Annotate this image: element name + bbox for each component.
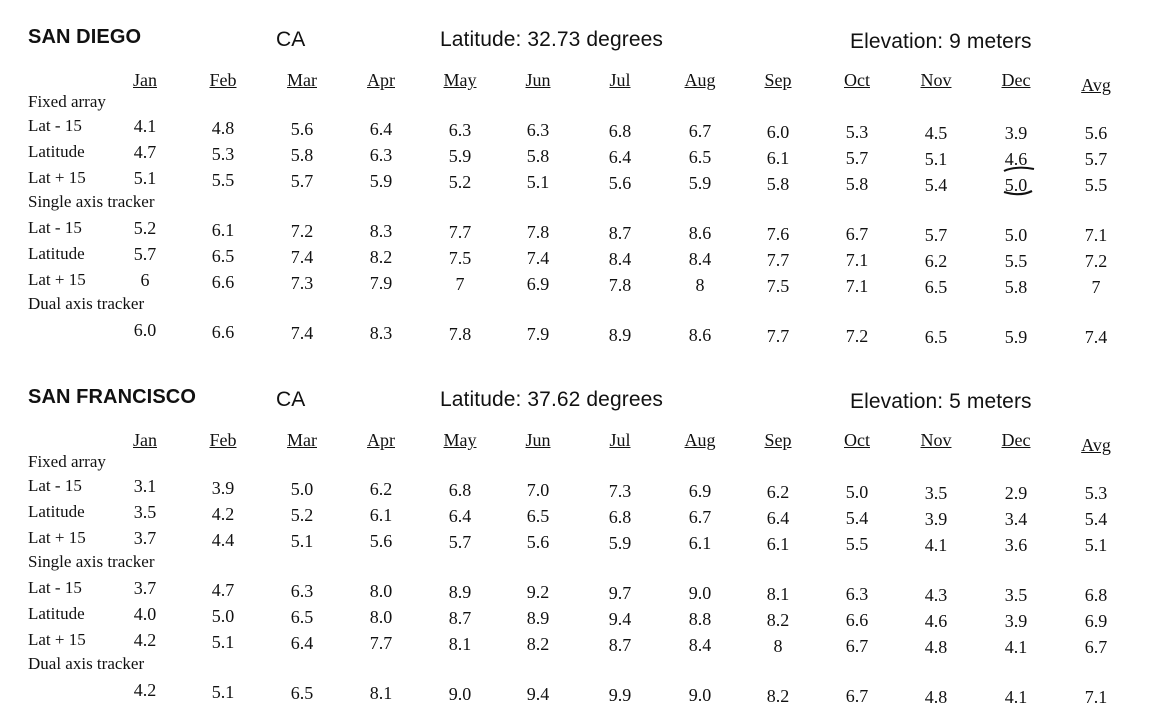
month-header: May xyxy=(443,70,477,90)
table-cell: 5.7 xyxy=(290,170,314,191)
table-cell: 6.5 xyxy=(924,326,948,347)
table-cell: 4.8 xyxy=(924,686,948,707)
state-name: CA xyxy=(276,28,306,51)
table-cell: 5.8 xyxy=(845,174,869,195)
table-cell: 7 xyxy=(455,273,465,294)
month-header: Dec xyxy=(1001,70,1031,90)
table-cell: 7.8 xyxy=(448,323,472,344)
month-header: Mar xyxy=(287,70,317,90)
table-cell: 5.4 xyxy=(1084,509,1108,530)
month-header: Apr xyxy=(367,430,395,450)
table-cell: 3.1 xyxy=(133,476,157,496)
row-label: Lat - 15 xyxy=(28,218,82,237)
table-cell: 8.2 xyxy=(766,609,790,630)
table-cell: 6.8 xyxy=(608,120,632,141)
table-cell: 5.0 xyxy=(211,606,235,627)
table-cell: 5.0 xyxy=(1004,174,1028,195)
table-cell: 5.9 xyxy=(369,171,393,192)
table-cell: 5.4 xyxy=(845,508,869,529)
table-cell: 6.4 xyxy=(608,146,632,167)
table-cell: 6.2 xyxy=(924,250,948,271)
table-cell: 4.1 xyxy=(924,534,948,555)
table-cell: 5.9 xyxy=(448,145,472,166)
table-cell: 5.9 xyxy=(1004,326,1028,347)
month-header: Apr xyxy=(367,70,395,90)
table-cell: 8.2 xyxy=(526,634,550,655)
table-cell: 7.3 xyxy=(608,480,632,501)
table-cell: 6.5 xyxy=(211,246,235,267)
city-name: SAN FRANCISCO xyxy=(28,386,196,408)
table-cell: 5.7 xyxy=(1084,149,1108,170)
table-cell: 5.3 xyxy=(211,144,235,165)
table-cell: 5.1 xyxy=(133,168,157,188)
table-cell: 4.0 xyxy=(133,604,157,624)
table-cell: 6.0 xyxy=(766,121,790,142)
month-header: Avg xyxy=(1081,75,1111,95)
table-cell: 6.7 xyxy=(845,224,869,245)
table-cell: 6.3 xyxy=(448,119,472,140)
group-title: Fixed array xyxy=(28,92,106,111)
table-cell: 6.2 xyxy=(766,481,790,502)
table-cell: 6.5 xyxy=(688,147,712,168)
table-cell: 7.1 xyxy=(1084,687,1108,708)
table-cell: 6.6 xyxy=(211,322,235,343)
table-cell: 6.1 xyxy=(766,533,790,554)
table-cell: 6.7 xyxy=(845,686,869,707)
table-cell: 9.0 xyxy=(688,583,712,604)
table-cell: 6.1 xyxy=(688,533,712,554)
table-cell: 7.8 xyxy=(608,274,632,295)
table-cell: 5.7 xyxy=(448,531,472,552)
table-cell: 4.6 xyxy=(1004,148,1028,169)
month-header: Aug xyxy=(684,70,716,90)
table-cell: 9.9 xyxy=(608,684,632,705)
month-header: Jan xyxy=(133,70,157,90)
city-name: SAN DIEGO xyxy=(28,26,142,48)
table-cell: 7.9 xyxy=(526,324,550,345)
table-cell: 8.2 xyxy=(369,247,393,268)
table-cell: 9.0 xyxy=(688,685,712,706)
month-header: Jul xyxy=(609,430,631,450)
table-cell: 8.1 xyxy=(448,633,472,654)
table-cell: 7.9 xyxy=(369,273,393,294)
group-title: Single axis tracker xyxy=(28,552,155,571)
table-cell: 8.7 xyxy=(448,607,472,628)
handwritten-mark xyxy=(998,166,1038,196)
table-cell: 5.3 xyxy=(1084,483,1108,504)
table-cell: 5.0 xyxy=(845,482,869,503)
table-cell: 3.4 xyxy=(1004,508,1028,529)
table-cell: 7.2 xyxy=(290,220,314,241)
table-cell: 6.9 xyxy=(526,274,550,295)
state-name: CA xyxy=(276,388,306,411)
table-cell: 5.8 xyxy=(526,146,550,167)
group-title: Dual axis tracker xyxy=(28,294,145,313)
table-cell: 3.9 xyxy=(211,478,235,499)
table-cell: 8.4 xyxy=(608,248,632,269)
month-header: Sep xyxy=(764,430,792,450)
month-header: Nov xyxy=(920,70,952,90)
table-cell: 4.8 xyxy=(211,118,235,139)
row-label: Lat + 15 xyxy=(28,270,86,289)
table-cell: 7.1 xyxy=(845,250,869,271)
table-cell: 6.9 xyxy=(688,481,712,502)
table-cell: 6.3 xyxy=(845,584,869,605)
table-cell: 3.7 xyxy=(133,578,157,598)
table-cell: 8 xyxy=(773,635,783,656)
table-cell: 5.1 xyxy=(211,682,235,703)
table-cell: 7.5 xyxy=(448,247,472,268)
table-cell: 7.2 xyxy=(1084,251,1108,272)
table-cell: 3.6 xyxy=(1004,534,1028,555)
month-header: Jun xyxy=(525,70,551,90)
table-cell: 5.5 xyxy=(845,534,869,555)
table-cell: 6.8 xyxy=(608,506,632,527)
table-cell: 5.6 xyxy=(369,531,393,552)
table-cell: 3.9 xyxy=(1004,610,1028,631)
table-cell: 5.1 xyxy=(211,632,235,653)
table-cell: 6.3 xyxy=(526,120,550,141)
table-cell: 8.9 xyxy=(526,608,550,629)
table-cell: 5.9 xyxy=(608,532,632,553)
table-cell: 8.0 xyxy=(369,607,393,628)
row-label: Lat - 15 xyxy=(28,116,82,135)
table-cell: 3.5 xyxy=(924,482,948,503)
table-cell: 3.9 xyxy=(924,508,948,529)
table-cell: 5.8 xyxy=(290,144,314,165)
month-header: Oct xyxy=(844,70,870,90)
table-cell: 5.5 xyxy=(1004,250,1028,271)
table-cell: 5.6 xyxy=(290,118,314,139)
table-cell: 7.7 xyxy=(369,633,393,654)
table-cell: 5.3 xyxy=(845,122,869,143)
table-cell: 4.7 xyxy=(133,142,157,162)
table-cell: 7.6 xyxy=(766,223,790,244)
table-cell: 8.0 xyxy=(369,581,393,602)
latitude-label: Latitude: 32.73 degrees xyxy=(440,28,663,51)
table-cell: 2.9 xyxy=(1004,482,1028,503)
table-cell: 5.7 xyxy=(924,224,948,245)
table-cell: 5.0 xyxy=(290,478,314,499)
table-cell: 5.2 xyxy=(133,218,157,238)
row-label: Latitude xyxy=(28,244,85,263)
table-cell: 7.5 xyxy=(766,275,790,296)
table-cell: 3.5 xyxy=(133,502,157,522)
table-cell: 9.0 xyxy=(448,683,472,704)
month-header: May xyxy=(443,430,477,450)
table-cell: 6.5 xyxy=(290,606,314,627)
city-section xyxy=(0,360,1163,720)
table-cell: 8.3 xyxy=(369,323,393,344)
table-cell: 7.7 xyxy=(448,221,472,242)
table-cell: 5.5 xyxy=(211,170,235,191)
table-cell: 4.7 xyxy=(211,580,235,601)
table-cell: 8.6 xyxy=(688,223,712,244)
table-cell: 7.1 xyxy=(1084,225,1108,246)
table-cell: 6.6 xyxy=(845,610,869,631)
table-cell: 9.4 xyxy=(608,608,632,629)
table-cell: 7.8 xyxy=(526,222,550,243)
table-cell: 7.3 xyxy=(290,272,314,293)
group-title: Dual axis tracker xyxy=(28,654,145,673)
table-cell: 9.7 xyxy=(608,582,632,603)
table-cell: 5.2 xyxy=(290,504,314,525)
row-label: Lat + 15 xyxy=(28,630,86,649)
table-cell: 6.3 xyxy=(369,145,393,166)
month-header: Nov xyxy=(920,430,952,450)
elevation-label: Elevation: 5 meters xyxy=(850,390,1032,413)
table-cell: 4.2 xyxy=(133,680,157,700)
table-cell: 4.2 xyxy=(133,630,157,650)
table-cell: 7.4 xyxy=(526,248,550,269)
table-cell: 6.2 xyxy=(369,479,393,500)
table-cell: 7.4 xyxy=(290,246,314,267)
row-label: Latitude xyxy=(28,502,85,521)
table-cell: 6.6 xyxy=(211,272,235,293)
city-section xyxy=(0,0,1163,360)
table-cell: 6.4 xyxy=(369,119,393,140)
table-cell: 6.1 xyxy=(766,147,790,168)
table-cell: 7.1 xyxy=(845,276,869,297)
table-cell: 8.2 xyxy=(766,685,790,706)
elevation-label: Elevation: 9 meters xyxy=(850,30,1032,53)
row-label: Lat + 15 xyxy=(28,168,86,187)
table-cell: 6.4 xyxy=(290,632,314,653)
month-header: Oct xyxy=(844,430,870,450)
table-cell: 3.9 xyxy=(1004,122,1028,143)
table-cell: 5.6 xyxy=(608,172,632,193)
table-cell: 5.1 xyxy=(290,530,314,551)
group-title: Single axis tracker xyxy=(28,192,155,211)
table-cell: 8.3 xyxy=(369,221,393,242)
table-cell: 8.1 xyxy=(766,583,790,604)
table-cell: 6.7 xyxy=(688,121,712,142)
table-cell: 8.4 xyxy=(688,249,712,270)
table-cell: 5.1 xyxy=(1084,535,1108,556)
table-cell: 5.8 xyxy=(766,173,790,194)
table-cell: 6.5 xyxy=(290,682,314,703)
table-cell: 4.8 xyxy=(924,636,948,657)
month-header: Feb xyxy=(209,70,237,90)
table-cell: 6.7 xyxy=(845,636,869,657)
table-cell: 4.6 xyxy=(924,610,948,631)
table-cell: 8.8 xyxy=(688,609,712,630)
month-header: Sep xyxy=(764,70,792,90)
table-cell: 4.1 xyxy=(1004,636,1028,657)
table-cell: 4.5 xyxy=(924,122,948,143)
month-header: Feb xyxy=(209,430,237,450)
table-cell: 6.9 xyxy=(1084,611,1108,632)
table-cell: 5.5 xyxy=(1084,175,1108,196)
month-header: Jul xyxy=(609,70,631,90)
table-cell: 4.3 xyxy=(924,584,948,605)
table-cell: 5.0 xyxy=(1004,224,1028,245)
row-label: Latitude xyxy=(28,604,85,623)
table-cell: 9.2 xyxy=(526,582,550,603)
month-header: Dec xyxy=(1001,430,1031,450)
row-label: Lat - 15 xyxy=(28,578,82,597)
table-cell: 8.4 xyxy=(688,635,712,656)
table-cell: 3.5 xyxy=(1004,584,1028,605)
table-cell: 6.1 xyxy=(369,505,393,526)
table-cell: 4.4 xyxy=(211,530,235,551)
table-cell: 6.7 xyxy=(1084,637,1108,658)
table-cell: 5.8 xyxy=(1004,276,1028,297)
table-cell: 9.4 xyxy=(526,684,550,705)
table-cell: 5.2 xyxy=(448,171,472,192)
table-cell: 5.6 xyxy=(526,532,550,553)
month-header: Jun xyxy=(525,430,551,450)
table-cell: 7.2 xyxy=(845,326,869,347)
table-cell: 6.5 xyxy=(526,506,550,527)
row-label: Lat - 15 xyxy=(28,476,82,495)
table-cell: 6.4 xyxy=(448,505,472,526)
table-cell: 7.7 xyxy=(766,249,790,270)
table-cell: 6.8 xyxy=(448,479,472,500)
table-cell: 4.2 xyxy=(211,504,235,525)
table-cell: 5.4 xyxy=(924,174,948,195)
table-cell: 6.8 xyxy=(1084,585,1108,606)
table-cell: 6.7 xyxy=(688,507,712,528)
table-cell: 6 xyxy=(140,270,150,290)
table-cell: 8.6 xyxy=(688,325,712,346)
table-cell: 6.3 xyxy=(290,580,314,601)
table-cell: 6.0 xyxy=(133,320,157,340)
latitude-label: Latitude: 37.62 degrees xyxy=(440,388,663,411)
month-header: Jan xyxy=(133,430,157,450)
table-cell: 6.1 xyxy=(211,220,235,241)
table-cell: 5.1 xyxy=(526,172,550,193)
table-cell: 7.0 xyxy=(526,480,550,501)
table-cell: 4.1 xyxy=(1004,686,1028,707)
table-cell: 3.7 xyxy=(133,528,157,548)
table-cell: 8 xyxy=(695,275,705,296)
month-header: Aug xyxy=(684,430,716,450)
row-label: Lat + 15 xyxy=(28,528,86,547)
table-cell: 5.6 xyxy=(1084,123,1108,144)
table-cell: 7 xyxy=(1091,277,1101,298)
group-title: Fixed array xyxy=(28,452,106,471)
table-cell: 8.7 xyxy=(608,634,632,655)
table-cell: 8.1 xyxy=(369,683,393,704)
table-cell: 5.7 xyxy=(133,244,157,264)
month-header: Avg xyxy=(1081,435,1111,455)
table-cell: 7.7 xyxy=(766,325,790,346)
table-cell: 5.1 xyxy=(924,148,948,169)
table-cell: 7.4 xyxy=(1084,327,1108,348)
table-cell: 4.1 xyxy=(133,116,157,136)
month-header: Mar xyxy=(287,430,317,450)
table-cell: 6.4 xyxy=(766,507,790,528)
table-cell: 8.9 xyxy=(448,581,472,602)
table-cell: 5.9 xyxy=(688,173,712,194)
table-cell: 6.5 xyxy=(924,276,948,297)
row-label: Latitude xyxy=(28,142,85,161)
table-cell: 7.4 xyxy=(290,322,314,343)
table-cell: 5.7 xyxy=(845,148,869,169)
table-cell: 8.9 xyxy=(608,324,632,345)
table-cell: 8.7 xyxy=(608,222,632,243)
